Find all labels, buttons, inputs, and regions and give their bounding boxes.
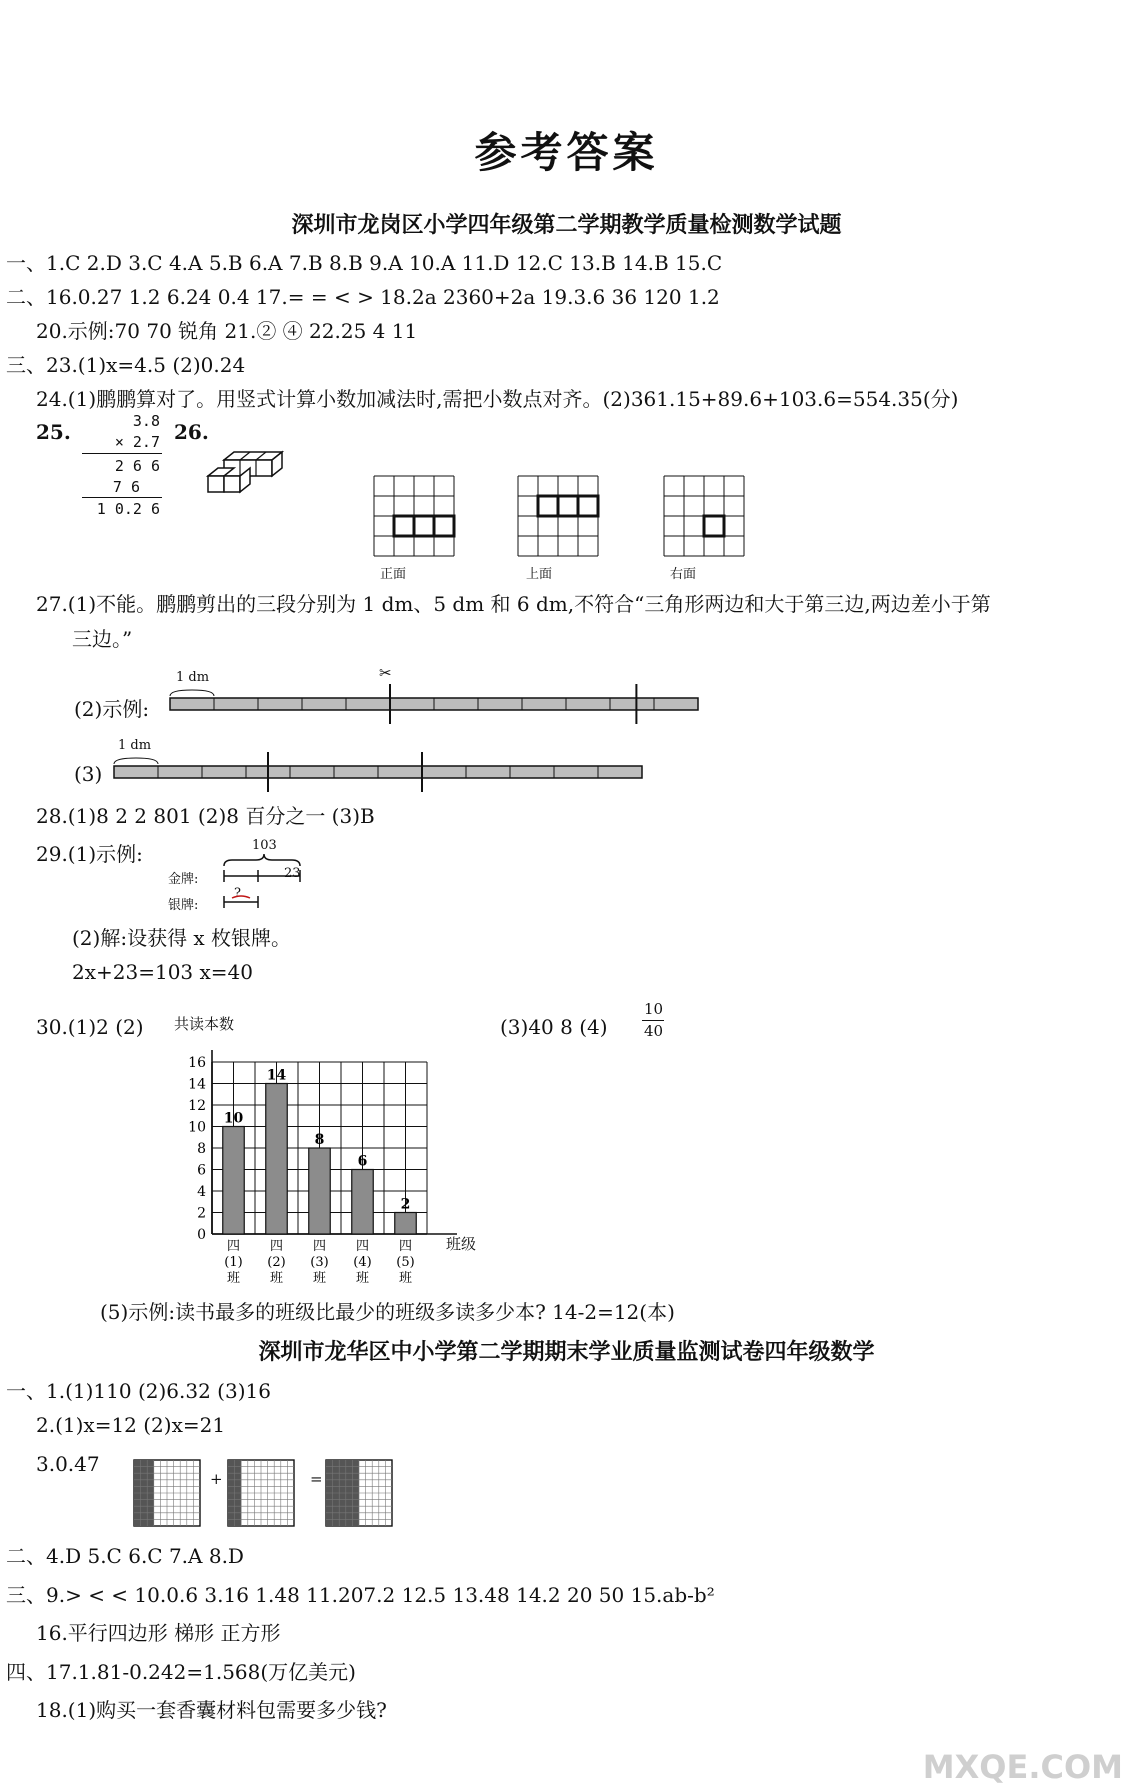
q25-row: 1 0.2 6 [96,500,160,518]
x-tick-label: 四 [355,1239,370,1254]
view-square [558,496,578,516]
segment-unit-label: 1 dm [118,738,152,753]
unit-brace [114,758,158,764]
fraction-bar [642,1020,664,1021]
view-grid [374,476,454,556]
q30-part3-4: (3)40 8 (4) [500,1015,608,1039]
bar [223,1127,245,1235]
x-tick-label: (5) [396,1255,415,1270]
hundred-grid-drawing [0,0,1,1]
hundred-grid [134,1460,200,1526]
q29-unknown: ? [234,886,241,901]
view-label-front: 正面 [380,567,407,582]
answer-line: 28.(1)8 2 2 801 (2)8 百分之一 (3)B [36,804,375,828]
y-tick-label: 0 [197,1227,206,1243]
view-square [434,516,454,536]
q29-gold-label: 金牌: [168,872,199,887]
x-tick-label: 班 [312,1271,327,1286]
q30-part5: (5)示例:读书最多的班级比最少的班级多读多少本? 14-2=12(本) [100,1300,675,1324]
hundred-grid [326,1460,392,1526]
y-tick-label: 14 [188,1076,206,1093]
bar-value-label: 2 [400,1196,411,1213]
watermark: MXQE.COM [922,1748,1123,1786]
fraction-denominator: 40 [644,1022,664,1040]
x-tick-label: (4) [353,1255,372,1270]
y-tick-label: 2 [197,1205,206,1222]
answer-line: 四、17.1.81-0.242=1.568(万亿美元) [6,1660,356,1684]
q29-part1: 29.(1)示例: [36,842,143,866]
equals-sign: = [310,1470,323,1488]
view-grid [518,476,598,556]
q29-silver-label: 银牌: [168,898,199,913]
chart-xlabel: 班级 [446,1235,477,1253]
segment-unit-label: 1 dm [176,670,210,685]
answer-line: 16.平行四边形 梯形 正方形 [36,1621,281,1645]
answer-line: 三、23.(1)x=4.5 (2)0.24 [6,353,246,377]
q30-part1: 30.(1)2 (2) [36,1015,144,1039]
q27-part2-label: (2)示例: [74,697,150,721]
answer-line: 二、4.D 5.C 6.C 7.A 8.D [6,1544,244,1568]
x-tick-label: (1) [224,1255,243,1270]
q29-diff: 23 [284,866,301,881]
x-tick-label: 四 [312,1239,327,1254]
y-tick-label: 8 [197,1141,206,1157]
answer-line: 三边。” [72,627,133,651]
y-tick-label: 10 [188,1119,206,1136]
answer-line: 20.示例:70 70 锐角 21.② ④ 22.25 4 11 [36,319,418,343]
x-tick-label: (3) [310,1255,329,1270]
fraction-numerator: 10 [644,1000,664,1018]
bar-value-label: 14 [266,1067,287,1084]
answer-line: 24.(1)鹏鹏算对了。用竖式计算小数加减法时,需把小数点对齐。(2)361.15+89.6+103.6=554.35(分) [36,387,959,411]
answer-line: 27.(1)不能。鹏鹏剪出的三段分别为 1 dm、5 dm 和 6 dm,不符合“三角形两边和大于第三边,两边差小于第 [36,592,991,616]
q25-label: 25. [36,420,71,444]
hundred-grid [228,1460,294,1526]
answer-line: 2.(1)x=12 (2)x=21 [36,1413,226,1437]
chart-ylabel: 共读本数 [174,1015,235,1033]
view-square [578,496,598,516]
x-tick-label: 班 [269,1271,284,1286]
answer-line: 3.0.47 [36,1452,100,1476]
q25-rule [82,453,162,454]
plus-sign: + [210,1470,223,1488]
bar-value-label: 8 [314,1132,325,1148]
scissors-icon: ✂ [379,664,392,682]
q25-rule [82,497,162,498]
answer-line: 二、16.0.27 1.2 6.24 0.4 17.= = < > 18.2a 2360+2a 19.3.6 36 120 1.2 [6,285,720,309]
view-grid [664,476,744,556]
page-title: 参考答案 [474,128,659,177]
q29-total: 103 [252,838,277,853]
x-tick-label: 四 [398,1239,413,1254]
unit-brace [170,690,214,696]
bar [266,1084,288,1235]
view-square [394,516,414,536]
q29-line-segment-diagram [222,856,302,910]
view-label-top: 上面 [526,567,553,582]
q25-row: × 2.7 [114,433,160,451]
cube-solid-drawing [206,448,286,498]
section-heading-longgang: 深圳市龙岗区小学四年级第二学期教学质量检测数学试题 [291,212,842,238]
answer-line: 三、9.> < < 10.0.6 3.16 1.48 11.207.2 12.5 13.48 14.2 20 50 15.ab-b² [6,1583,715,1607]
q25-row: 2 6 6 [114,457,160,475]
y-tick-label: 4 [197,1184,206,1200]
q29-equation: 2x+23=103 x=40 [72,960,253,984]
view-square [414,516,434,536]
x-tick-label: (2) [267,1255,286,1270]
bar [352,1170,374,1235]
x-tick-label: 班 [226,1271,241,1286]
x-tick-label: 四 [269,1239,284,1254]
q27-part3-label: (3) [74,762,103,786]
answer-line: 一、1.(1)110 (2)6.32 (3)16 [6,1379,271,1403]
section-heading-longhua: 深圳市龙华区中小学第二学期期末学业质量监测试卷四年级数学 [258,1339,875,1365]
view-square [704,516,724,536]
view-label-right: 右面 [670,567,697,582]
answer-line: 18.(1)购买一套香囊材料包需要多少钱? [36,1698,387,1722]
bar-value-label: 10 [223,1110,244,1127]
y-tick-label: 6 [197,1162,206,1179]
bar-value-label: 6 [357,1153,368,1170]
q25-row: 7 6 [112,478,140,496]
view-square [538,496,558,516]
x-tick-label: 四 [226,1239,241,1254]
x-tick-label: 班 [398,1271,413,1286]
cube-solid-drawing [206,500,207,501]
answer-line: 一、1.C 2.D 3.C 4.A 5.B 6.A 7.B 8.B 9.A 10.A 11.D 12.C 13.B 14.B 15.C [6,251,723,275]
bar [309,1148,331,1234]
bar [395,1213,417,1235]
q25-row: 3.8 [132,412,160,430]
y-tick-label: 12 [188,1098,206,1114]
q26-label: 26. [174,420,209,444]
q29-part2: (2)解:设获得 x 枚银牌。 [72,926,292,950]
x-tick-label: 班 [355,1271,370,1286]
y-tick-label: 16 [188,1055,206,1071]
